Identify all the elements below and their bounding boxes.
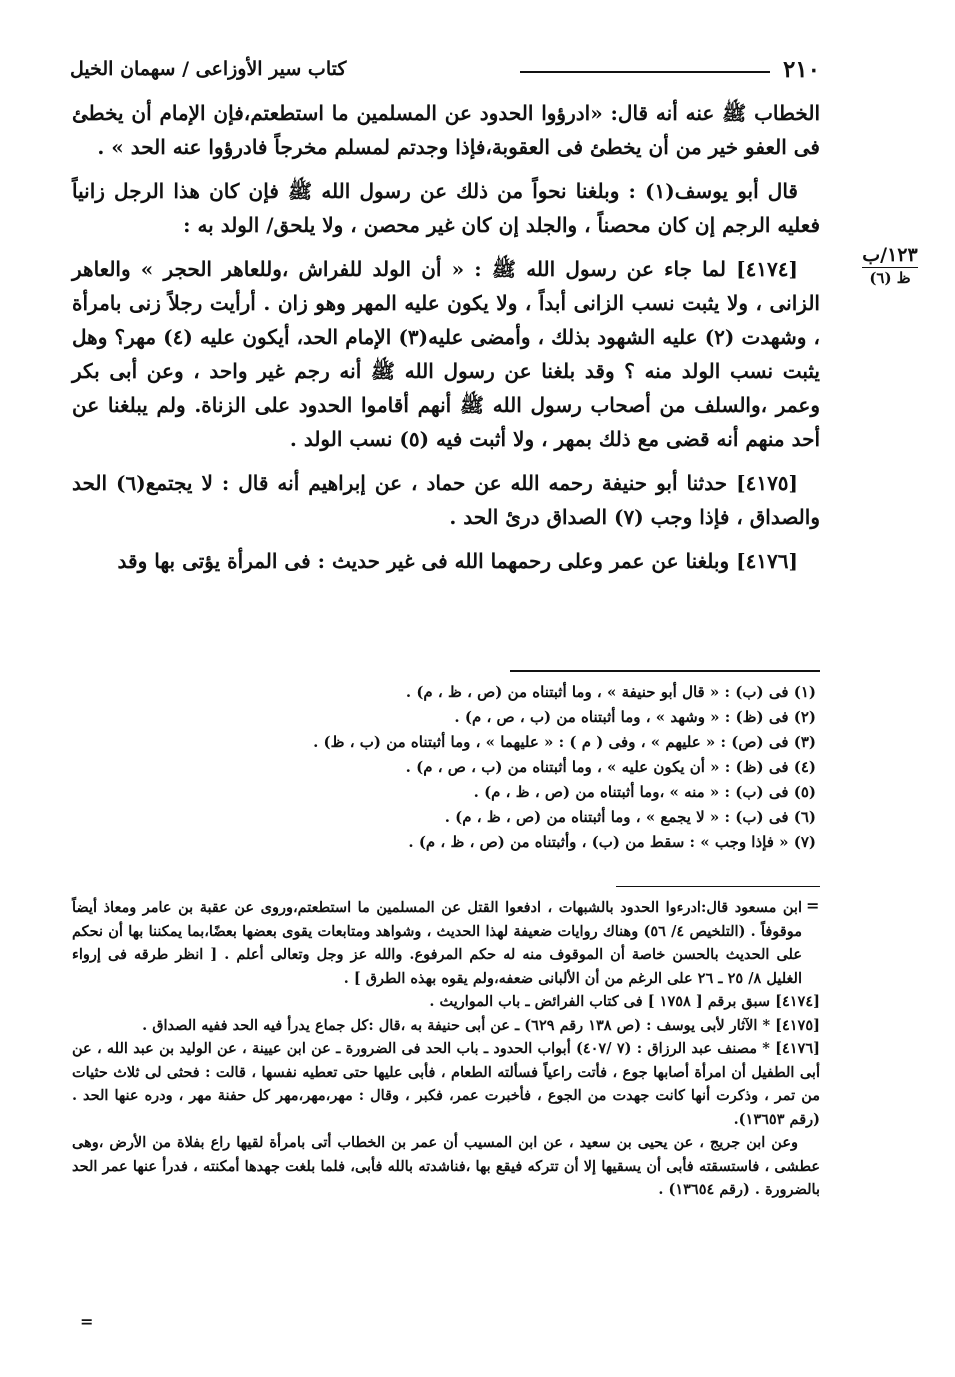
commentary-paragraph: ابن مسعود قال:ادرءوا الحدود بالشبهات ، ادفعوا القتل عن المسلمين ما استطعتم،وروى عن عقبة بن عامر ومعاذ أيضاً موقوفاً . (التلخيص ٤/ ٥٦) وهناك روايات ضعيفة لهذا الحديث ، وشواهد ومتابعات يقوى بعضها بعضًا،بما يمكننا بها أن نحكم على الحديث بالحسن خاصة أن الموقوف منه له حكم المرفوع. والله عز وجل وتعالى أعلم . [ انظر طرقه فى إرواء الغليل ٨/ ٢٥ ـ ٢٦ على الرغم من أن الألبانى ضعفه،ولم يقوه بهذه الطرق ] . [72,899,802,987]
apparatus-note: (٤) فى (ظ) : « أن يكون عليه » ، وما أثبتناه من (ب ، ص ، م) . [405,758,816,776]
running-header [70,52,820,92]
main-paragraph: [٤١٧٤] لما جاء عن رسول الله ﷺ : « أن الولد للفراش ،وللعاهر الحجر » والعاهر الزانى ، ولا يثبت نسب الزانى أبداً ، ولا يكون عليه المهر وهو زان . أرأيت رجلاً زنى بامرأة ، وشهدت (٢) عليه الشهود بذلك ، وأمضى عليه(٣) الإمام الحد، أيكون عليه (٤) مهر؟ وهل يثبت نسب الولد منه ؟ وقد بلغنا عن رسول الله ﷺ أنه رجم غير واحد ، وعن أبى بكر وعمر ،والسلف من أصحاب رسول الله ﷺ أنهم أقاموا الحدود على الزناة. ولم يبلغنا عن أحد منهم أنه قضى مع ذلك بمهر ، ولا أثبت فيه (٥) نسب الولد . [72,257,820,451]
apparatus-note: (٣) فى (ص) : « عليهم » ، وفى ( م ) : « عليهما » ، وما أثبتناه من (ب ، ظ) . [313,733,816,751]
critical-apparatus [72,680,820,855]
commentary-paragraph: [٤١٧٤] سبق برقم [ ١٧٥٨ ] فى كتاب الفرائض ـ باب المواريث . [429,993,820,1010]
apparatus-note: (٢) فى (ظ) : « وشهد » ، وما أثبتناه من (ب ، ص ، م) . [454,708,816,726]
manuscript-folio-note [840,244,940,287]
continuation-mark: = [806,896,820,915]
folio-rule [862,267,918,268]
main-paragraph: [٤١٧٦] وبلغنا عن عمر وعلى رحمهما الله فى غير حديث : فى المرأة يؤتى بها وقد [117,549,798,573]
end-continuation-mark: = [80,1312,94,1331]
apparatus-note: (٥) فى (ب) : « منه » ،وما أثبتناه من (ص ، ظ ، م) . [473,783,816,801]
manuscript-siglum: ظ (٦) [869,269,911,287]
commentary-paragraph: [٤١٧٦] * مصنف عبد الرزاق : (٧ /٤٠٧) أبواب الحدود ـ باب الحد فى الضرورة ـ عن ابن عيينة ، عن الوليد بن عبد الله ، عن أبى الطفيل أن امرأة أصابها جوع ، فأتت راعياً فسألته الطعام ، فأبى عليها حتى تعطيه نفسها ، قالت : فحثى لى ثلاث حثيات من تمر ، وذكرت أنها كانت جهدت من الجوع ، فأخبرت عمر، فكبر ، وقال : مهر،مهر،مهر كل حفنة مهر ، ودره عنها الحد . (رقم ١٣٦٥٣). [72,1040,820,1128]
main-text [72,96,820,588]
apparatus-note: (١) فى (ب) : « قال أبو حنيفة » ، وما أثبتناه من (ص ، ظ ، م) . [405,683,816,701]
commentary-paragraph: [٤١٧٥] * الآثار لأبى يوسف : (ص ١٣٨ رقم ٦٢٩) ـ عن أبى حنيفة به ،قال :كل جماع يدرأ فيه الحد ففيه الصداق . [142,1016,820,1034]
apparatus-rule [510,670,820,672]
apparatus-note: (٧) « فإذا وجب » : سقط من (ب) ، وأثبتناه من (ص ، ظ ، م) . [408,833,816,851]
book-title: كتاب سير الأوزاعى / سهمان الخيل [70,58,347,80]
commentary-notes [72,896,820,1202]
commentary-rule [616,886,820,887]
commentary-paragraph: وعن ابن جريج ، عن يحيى بن سعيد ، عن ابن المسيب أن عمر بن الخطاب أتى بامرأة لقيها راع بفلاة من الأرض ،وهى عطشى ، فاستسقته فأبى أن يسقيها إلا أن تتركه فيقع بها ،فناشدته بالله فأبى، فلما بلغت جهدها أمكنته ، فدرأ عنها عمر الحد بالضرورة . (رقم ١٣٦٥٤) . [72,1134,820,1198]
main-paragraph: [٤١٧٥] حدثنا أبو حنيفة رحمه الله عن حماد ، عن إبراهيم أنه قال : لا يجتمع(٦) الحد والصداق ، فإذا وجب (٧) الصداق درئ الحد . [72,471,820,529]
page-number: ٢١٠ [782,56,820,83]
folio-reference: ١٢٣/ب [862,244,918,266]
main-paragraph: الخطاب ﷺ عنه أنه قال: «ادرؤوا الحدود عن المسلمين ما استطعتم،فإن الإمام أن يخطئ فى العفو خير من أن يخطئ فى العقوبة،فإذا وجدتم لمسلم مخرجاً فادرؤوا عنه الحد » . [72,101,820,159]
header-rule [520,71,770,73]
main-paragraph: قال أبو يوسف(١) : وبلغنا نحواً من ذلك عن رسول الله ﷺ فإن كان هذا الرجل زانياً فعليه الرجم إن كان محصناً ، والجلد إن كان غير محصن ، ولا يلحق/ الولد به : [72,179,820,237]
apparatus-note: (٦) فى (ب) : « لا يجمع » ، وما أثبتناه من (ص ، ظ ، م) . [444,808,816,826]
